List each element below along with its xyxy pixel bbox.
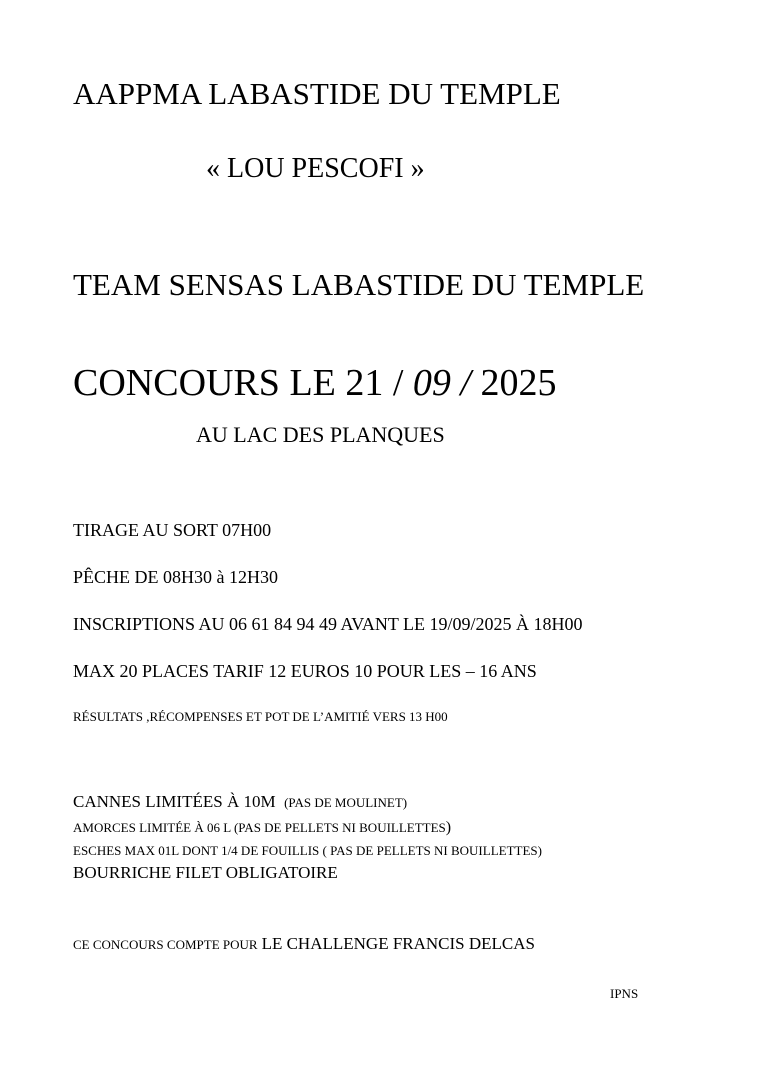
event-title [73, 364, 556, 402]
rule-rods-note: (PAS DE MOULINET) [284, 795, 408, 810]
results-info: RÉSULTATS ,RÉCOMPENSES ET POT DE L’AMITIÉ VERS 13 H00 [73, 709, 448, 724]
rule-esches: ESCHES MAX 01L DONT 1/4 DE FOUILLIS ( PAS DE PELLETS NI BOUILLETTES) [73, 843, 542, 858]
draw-time: TIRAGE AU SORT 07H00 [73, 520, 272, 540]
rule-bait-main: AMORCES LIMITÉE À 06 L [73, 820, 231, 835]
challenge-line [73, 935, 535, 953]
fishing-hours: PÊCHE DE 08H30 à 12H30 [73, 567, 278, 587]
team-title: TEAM SENSAS LABASTIDE DU TEMPLE [73, 267, 645, 302]
places-and-fees: MAX 20 PLACES TARIF 12 EUROS 10 POUR LES – 16 ANS [73, 661, 537, 681]
event-title-year: 2025 [480, 362, 557, 404]
challenge-name: LE CHALLENGE FRANCIS DELCAS [261, 934, 535, 953]
rule-bait-paren: ) [445, 819, 452, 836]
event-location: AU LAC DES PLANQUES [196, 422, 445, 447]
challenge-prefix: CE CONCOURS COMPTE POUR [73, 937, 258, 952]
event-title-prefix: CONCOURS LE 21 / [73, 362, 404, 404]
rule-rods-main: CANNES LIMITÉES À 10M [73, 792, 276, 811]
rule-keepnet: BOURRICHE FILET OBLIGATOIRE [73, 863, 338, 882]
association-title: AAPPMA LABASTIDE DU TEMPLE [73, 76, 561, 111]
rule-bait-note: (PAS DE PELLETS NI BOUILLETTES [233, 820, 446, 835]
rule-bait [73, 820, 451, 836]
ipns-label: IPNS [610, 986, 639, 1001]
event-title-month: 09 / [412, 362, 471, 404]
club-nickname: « LOU PESCOFI » [206, 153, 425, 184]
registration-info: INSCRIPTIONS AU 06 61 84 94 49 AVANT LE 19/09/2025 À 18H00 [73, 614, 583, 634]
rule-rods [73, 793, 407, 810]
